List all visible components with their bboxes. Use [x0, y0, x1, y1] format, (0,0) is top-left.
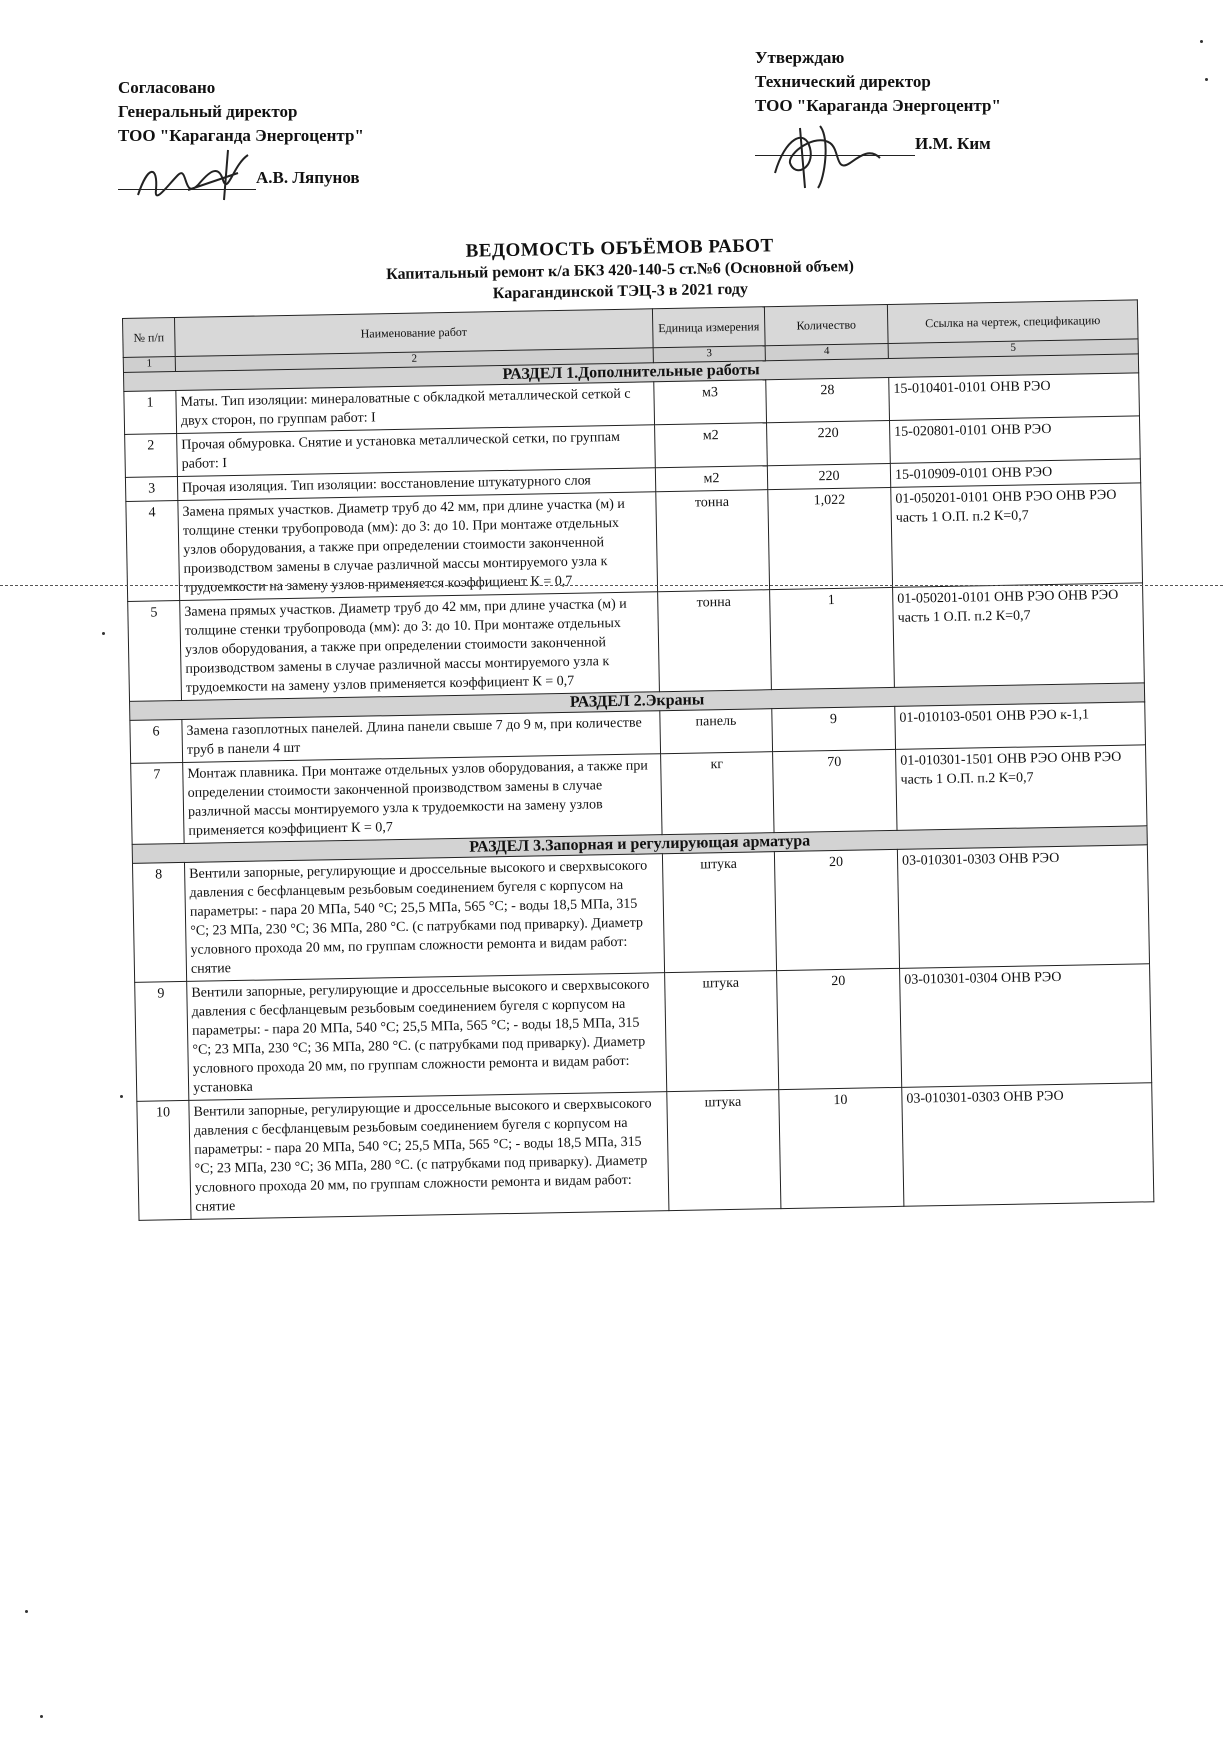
row-unit: м3 — [654, 380, 767, 425]
document-title-block — [299, 232, 940, 307]
row-unit: м2 — [655, 466, 767, 492]
row-quantity: 9 — [772, 706, 896, 751]
signature-right-icon — [760, 118, 930, 198]
row-work-name: Замена прямых участков. Диаметр труб до 42 мм, при длине участка (м) и толщине стенки трубопровода (мм): до 3: до 10. При монтаже отдельных узлов оборудования, а также при определении стоимости законченной производством замены в случае различной массы монтируемого узла к трудоемкости на замену узлов применяется коэффициент К = 0,7 — [180, 592, 660, 701]
approval-right-label: Утверждаю — [755, 48, 845, 67]
row-quantity: 220 — [767, 420, 891, 465]
table-row — [126, 483, 1143, 602]
scan-speck — [40, 1715, 43, 1718]
scan-speck — [102, 632, 105, 635]
row-quantity: 70 — [773, 749, 897, 832]
column-header: Единица измерения — [652, 307, 765, 348]
signature-left-icon — [128, 145, 278, 215]
row-work-name: Монтаж плавника. При монтаже отдельных узлов оборудования, а также при определении стоимости законченной производством замены в случае различной массы монтируемого узла к трудоемкости на замену узлов применяется коэффициент К = 0,7 — [183, 754, 662, 844]
section-title: РАЗДЕЛ 1.Дополнительные работы — [123, 354, 1138, 392]
section-title: РАЗДЕЛ 3.Запорная и регулирующая арматура — [132, 826, 1147, 864]
approval-left-name: А.В. Ляпунов — [256, 168, 360, 187]
row-number: 5 — [128, 600, 182, 701]
row-quantity: 1 — [770, 587, 895, 689]
row-work-name: Прочая изоляция. Тип изоляции: восстановление штукатурного слоя — [177, 468, 655, 501]
approval-left-label: Согласовано — [118, 78, 216, 97]
row-reference: 01-050201-0101 ОНВ РЭО ОНВ РЭО часть 1 О.П. п.2 К=0,7 — [891, 483, 1143, 588]
row-number: 2 — [125, 434, 178, 478]
row-reference: 15-010401-0101 ОНВ РЭО — [889, 373, 1140, 421]
document-subtitle-location: Карагандинской ТЭЦ-3 в 2021 году — [492, 280, 749, 303]
scan-speck — [1205, 78, 1208, 81]
row-reference: 15-020801-0101 ОНВ РЭО — [890, 416, 1141, 464]
works-table-wrap — [122, 299, 1153, 1220]
document-title: ВЕДОМОСТЬ ОБЪЁМОВ РАБОТ — [465, 235, 774, 262]
row-work-name: Маты. Тип изоляции: минераловатные с обкладкой металлической сеткой с двух сторон, по группам работ: I — [176, 382, 655, 434]
row-quantity: 220 — [767, 463, 890, 489]
row-unit: штука — [665, 971, 779, 1092]
row-work-name: Прочая обмуровка. Снятие и установка металлической сетки, по группам работ: I — [177, 425, 656, 477]
row-reference: 15-010909-0101 ОНВ РЭО — [890, 459, 1140, 488]
row-quantity: 1,022 — [768, 487, 893, 589]
row-number: 3 — [125, 477, 177, 502]
row-work-name: Вентили запорные, регулирующие и дроссельные высокого и сверхвысокого давления с бесфланцевым резьбовым соединением бугеля с корпусом на параметры: - пара 20 МПа, 540 °С; 25,5 МПа, 565 °С; - воды 18,5 МПа, 315 °С; 23 МПа, 230 °С; 36 МПа, 280 °С. (с патрубками под приварку). Диаметр условного прохода 20 мм, по группам сложности ремонта и видам работ: установка — [187, 973, 667, 1101]
scan-speck — [120, 1095, 123, 1098]
row-quantity: 20 — [777, 968, 902, 1089]
row-unit: тонна — [656, 490, 770, 592]
approval-left-org: ТОО "Караганда Энергоцентр" — [118, 126, 364, 145]
row-work-name: Замена газоплотных панелей. Длина панели свыше 7 до 9 м, при количестве труб в панели 4 шт — [182, 711, 661, 763]
row-reference: 03-010301-0303 ОНВ РЭО — [897, 845, 1149, 969]
row-number: 4 — [126, 501, 180, 602]
row-number: 1 — [124, 391, 177, 435]
section-title: РАЗДЕЛ 2.Экраны — [130, 683, 1145, 721]
table-row — [132, 845, 1149, 983]
row-number: 7 — [131, 762, 184, 844]
row-quantity: 10 — [779, 1087, 904, 1208]
table-row — [137, 1083, 1154, 1221]
row-work-name: Замена прямых участков. Диаметр труб до 42 мм, при длине участка (м) и толщине стенки трубопровода (мм): до 3: до 10. При монтаже отдельных узлов оборудования, а также при определении стоимости законченной производством замены в случае различной массы монтируемого узла к трудоемкости на замену узлов применяется коэффициент К = 0,7 — [178, 492, 658, 601]
row-unit: штука — [667, 1090, 781, 1211]
table-row — [128, 583, 1145, 702]
row-unit: м2 — [655, 423, 768, 468]
column-number: 3 — [653, 346, 765, 363]
scan-speck — [25, 1610, 28, 1613]
scan-fold-line — [0, 585, 1223, 586]
row-reference: 01-010301-1501 ОНВ РЭО ОНВ РЭО часть 1 О.П. п.2 К=0,7 — [896, 745, 1147, 831]
column-number: 1 — [123, 357, 175, 373]
column-header: Ссылка на чертеж, спецификацию — [887, 300, 1138, 344]
row-unit: тонна — [658, 590, 772, 692]
row-reference: 03-010301-0304 ОНВ РЭО — [900, 964, 1152, 1088]
row-quantity: 20 — [774, 849, 899, 970]
row-work-name: Вентили запорные, регулирующие и дроссельные высокого и сверхвысокого давления с бесфланцевым резьбовым соединением бугеля с корпусом на параметры: - пара 20 МПа, 540 °С; 25,5 МПа, 565 °С; - воды 18,5 МПа, 315 °С; 23 МПа, 230 °С; 36 МПа, 280 °С. (с патрубками под приварку). Диаметр условного прохода 20 мм, по группам сложности ремонта и видам работ: снятие — [184, 854, 664, 982]
column-number: 2 — [175, 348, 653, 372]
row-reference: 03-010301-0303 ОНВ РЭО — [902, 1083, 1154, 1207]
row-reference: 01-050201-0101 ОНВ РЭО ОНВ РЭО часть 1 О.П. п.2 К=0,7 — [893, 583, 1145, 688]
approval-right-org: ТОО "Караганда Энергоцентр" — [755, 96, 1001, 115]
approval-left-position: Генеральный директор — [118, 102, 298, 121]
approval-right-name: И.М. Ким — [915, 134, 991, 153]
row-number: 8 — [132, 862, 186, 982]
table-row — [135, 964, 1152, 1102]
row-unit: панель — [660, 709, 773, 754]
works-table — [122, 299, 1154, 1220]
column-number: 4 — [765, 343, 888, 360]
scan-speck — [1200, 40, 1203, 43]
column-header: Наименование работ — [175, 309, 654, 357]
row-number: 6 — [130, 719, 183, 763]
column-header: № п/п — [123, 318, 176, 358]
document-subtitle: Капитальный ремонт к/а БКЗ 420-140-5 ст.№6 (Основной объем) — [386, 257, 854, 284]
row-number: 9 — [135, 981, 189, 1101]
row-unit: кг — [661, 752, 774, 835]
row-quantity: 28 — [766, 377, 890, 422]
column-number: 5 — [888, 339, 1138, 359]
approval-right-position: Технический директор — [755, 72, 931, 91]
column-header: Количество — [764, 304, 888, 345]
row-work-name: Вентили запорные, регулирующие и дроссельные высокого и сверхвысокого давления с бесфланцевым резьбовым соединением бугеля с корпусом на параметры: - пара 20 МПа, 540 °С; 25,5 МПа, 565 °С; - воды 18,5 МПа, 315 °С; 23 МПа, 230 °С; 36 МПа, 280 °С. (с патрубками под приварку). Диаметр условного прохода 20 мм, по группам сложности ремонта и видам работ: снятие — [189, 1092, 669, 1220]
row-reference: 01-010103-0501 ОНВ РЭО к-1,1 — [895, 702, 1146, 750]
row-number: 10 — [137, 1100, 191, 1220]
row-unit: штука — [662, 852, 776, 973]
